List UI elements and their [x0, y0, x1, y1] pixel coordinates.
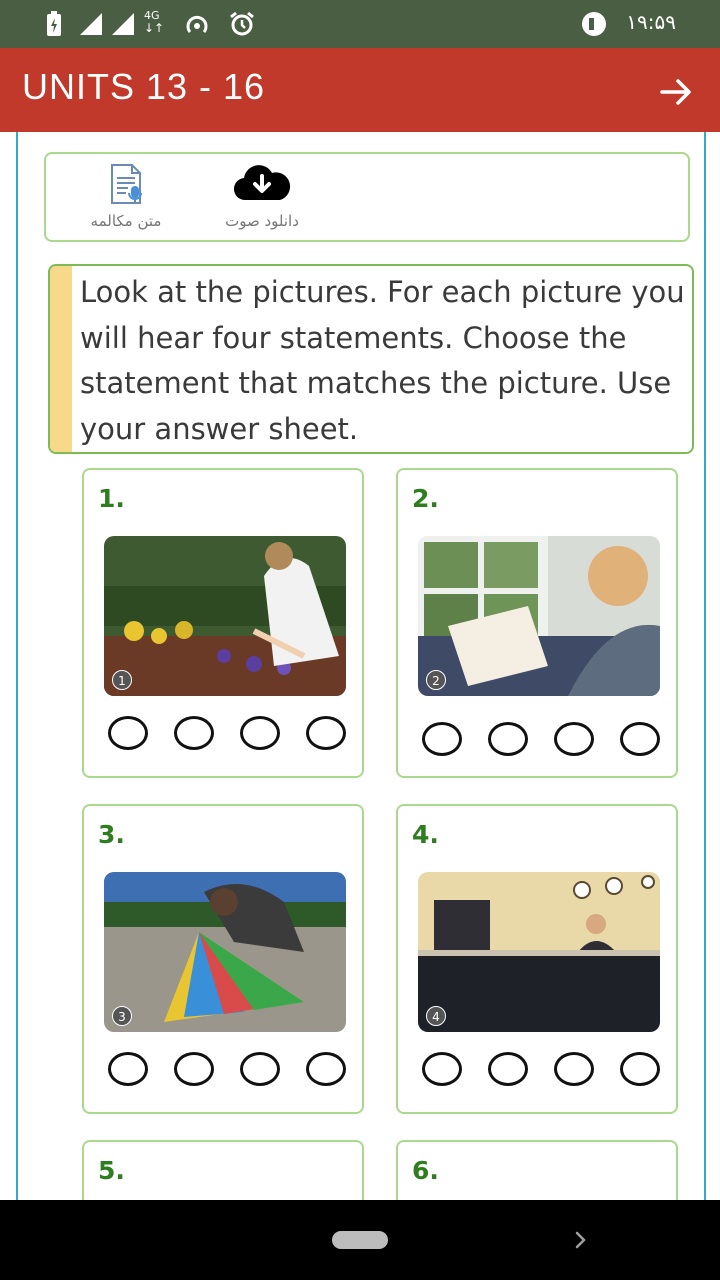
battery-charging-icon: [46, 10, 62, 38]
question-card-5: [82, 1140, 364, 1200]
system-navigation-bar: [0, 1200, 720, 1280]
option-radio-3[interactable]: [554, 722, 594, 756]
question-number: 5.: [98, 1156, 125, 1185]
picture-badge: 1: [112, 670, 132, 690]
hotspot-icon: [182, 10, 212, 38]
option-radio-4[interactable]: [306, 1052, 346, 1086]
alarm-icon: [228, 10, 256, 38]
question-number: 4.: [412, 820, 439, 849]
option-radio-3[interactable]: [240, 716, 280, 750]
arrow-right-icon[interactable]: [656, 72, 696, 112]
transcript-label: متن مکالمه: [90, 212, 162, 230]
content-area[interactable]: [16, 132, 706, 1200]
option-radio-2[interactable]: [488, 722, 528, 756]
question-number: 3.: [98, 820, 125, 849]
option-radio-2[interactable]: [488, 1052, 528, 1086]
question-number: 2.: [412, 484, 439, 513]
download-label: دانلود صوت: [225, 212, 299, 230]
app-bar: [0, 48, 720, 132]
status-time: ۱۹:۵۹: [626, 10, 676, 34]
chevron-right-icon[interactable]: [572, 1228, 590, 1252]
question-card-4: [396, 804, 678, 1114]
app-notification-icon: [580, 10, 608, 38]
picture-reception: [418, 872, 660, 1032]
download-audio-button[interactable]: [202, 162, 322, 238]
option-radio-1[interactable]: [422, 1052, 462, 1086]
answer-options: [108, 1052, 348, 1092]
option-radio-4[interactable]: [306, 716, 346, 750]
option-radio-4[interactable]: [620, 722, 660, 756]
media-toolbar: [44, 152, 690, 242]
option-radio-1[interactable]: [108, 1052, 148, 1086]
transcript-button[interactable]: [66, 162, 186, 238]
option-radio-1[interactable]: [108, 716, 148, 750]
signal-icon: [110, 10, 136, 38]
document-audio-icon: [104, 162, 148, 206]
instructions-text: Look at the pictures. For each picture you will hear four statements. Choose the statement that matches the picture. Use your answer sheet.: [80, 275, 685, 446]
home-pill-button[interactable]: [332, 1231, 388, 1249]
page-title: UNITS 13 - 16: [22, 66, 266, 107]
cloud-download-icon: [230, 162, 294, 206]
question-number: 1.: [98, 484, 125, 513]
option-radio-3[interactable]: [554, 1052, 594, 1086]
answer-options: [422, 1052, 662, 1092]
answer-options: [108, 716, 348, 756]
picture-badge: 4: [426, 1006, 446, 1026]
status-bar: [0, 0, 720, 48]
question-card-2: [396, 468, 678, 778]
picture-kite: [104, 872, 346, 1032]
network-type-label: 4G: [144, 9, 160, 22]
picture-gardening: [104, 536, 346, 696]
instructions-box: [48, 264, 694, 454]
picture-reading: [418, 536, 660, 696]
answer-options: [422, 716, 662, 756]
question-card-6: [396, 1140, 678, 1200]
question-number: 6.: [412, 1156, 439, 1185]
option-radio-1[interactable]: [422, 722, 462, 756]
question-card-3: [82, 804, 364, 1114]
data-4g-icon: 4G ↓↑: [144, 9, 165, 35]
instructions-accent-bar: [50, 266, 72, 452]
picture-badge: 2: [426, 670, 446, 690]
signal-icon: [78, 10, 104, 38]
option-radio-3[interactable]: [240, 1052, 280, 1086]
option-radio-2[interactable]: [174, 1052, 214, 1086]
option-radio-2[interactable]: [174, 716, 214, 750]
picture-badge: 3: [112, 1006, 132, 1026]
question-card-1: [82, 468, 364, 778]
option-radio-4[interactable]: [620, 1052, 660, 1086]
